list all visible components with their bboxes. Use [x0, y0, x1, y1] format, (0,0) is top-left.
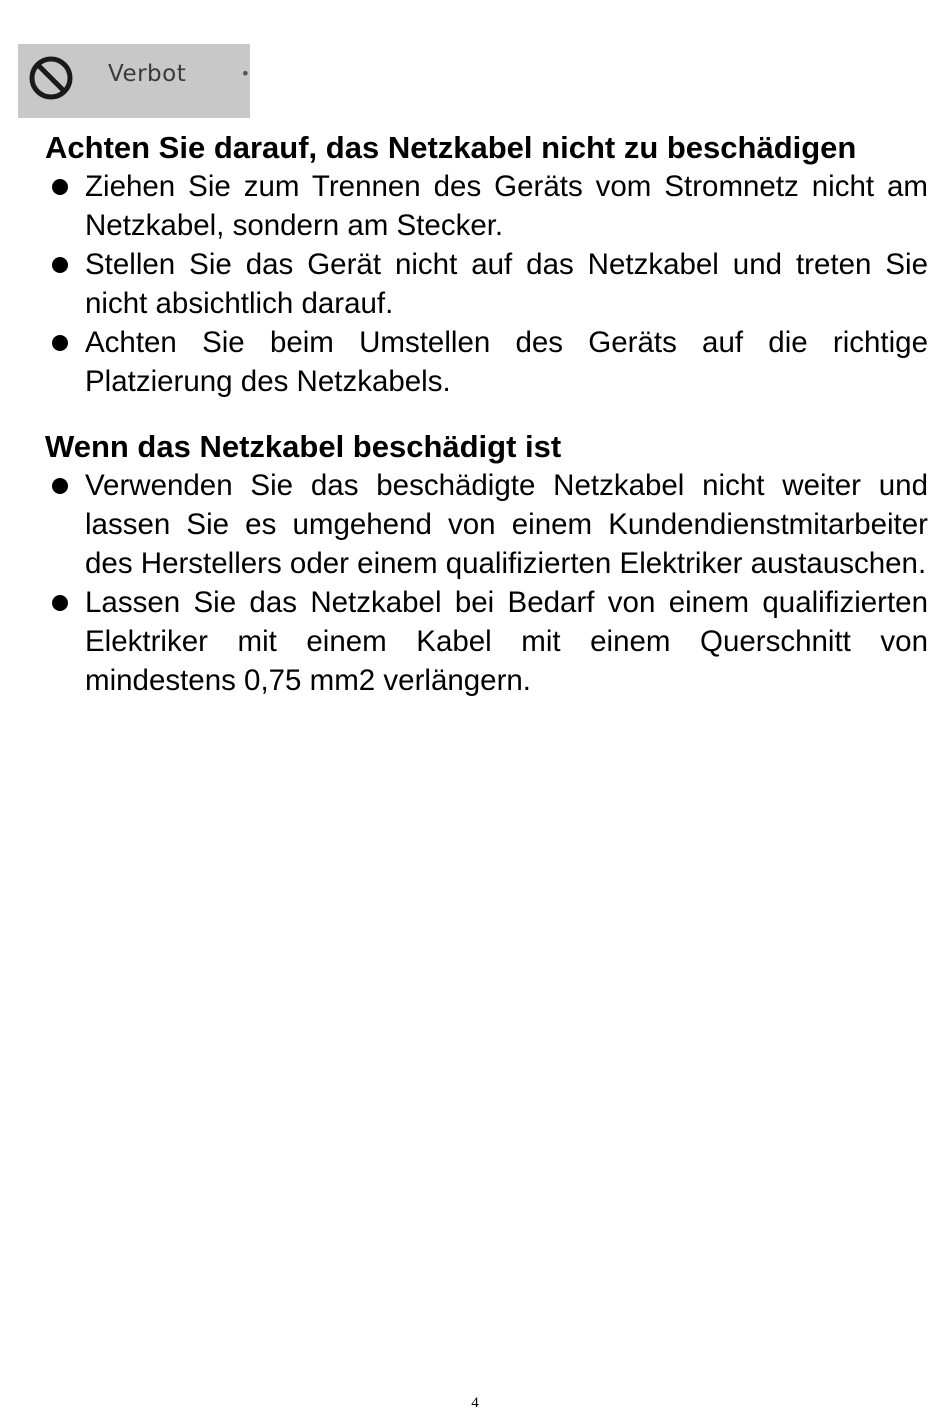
list-item	[45, 245, 928, 323]
bullet-list	[45, 466, 928, 700]
section-cable-protection	[45, 128, 928, 401]
section-heading: Wenn das Netzkabel beschädigt ist	[45, 429, 562, 464]
list-item	[45, 583, 928, 700]
badge-mark: •	[240, 64, 250, 83]
bullet-icon	[52, 257, 68, 273]
list-item	[45, 323, 928, 401]
page-number: 4	[471, 1395, 479, 1411]
verbot-badge	[18, 44, 250, 118]
list-item	[45, 466, 928, 583]
section-heading: Achten Sie darauf, das Netzkabel nicht zu beschädigen	[45, 130, 857, 165]
prohibition-icon	[26, 53, 76, 103]
bullet-icon	[52, 478, 68, 494]
list-item-text: Ziehen Sie zum Trennen des Geräts vom Stromnetz nicht am Netzkabel, sondern am Stecker.	[85, 170, 928, 242]
section-damaged-cable	[45, 427, 928, 700]
bullet-icon	[52, 179, 68, 195]
badge-label: Verbot	[108, 61, 187, 87]
list-item-text: Stellen Sie das Gerät nicht auf das Netzkabel und treten Sie nicht absichtlich darauf.	[85, 248, 928, 320]
document-content	[45, 128, 928, 700]
list-item-text: Achten Sie beim Umstellen des Geräts auf die richtige Platzierung des Netzkabels.	[85, 326, 928, 398]
bullet-list	[45, 167, 928, 401]
bullet-icon	[52, 335, 68, 351]
bullet-icon	[52, 595, 68, 611]
list-item-text: Verwenden Sie das beschädigte Netzkabel nicht weiter und lassen Sie es umgehend von einem Kundendienstmitarbeiter des Herstellers oder einem qualifizierten Elektriker austauschen.	[85, 469, 928, 580]
list-item-text: Lassen Sie das Netzkabel bei Bedarf von einem qualifizierten Elektriker mit einem Kabel mit einem Querschnitt von mindestens 0,75 mm2 verlängern.	[85, 586, 928, 697]
list-item	[45, 167, 928, 245]
